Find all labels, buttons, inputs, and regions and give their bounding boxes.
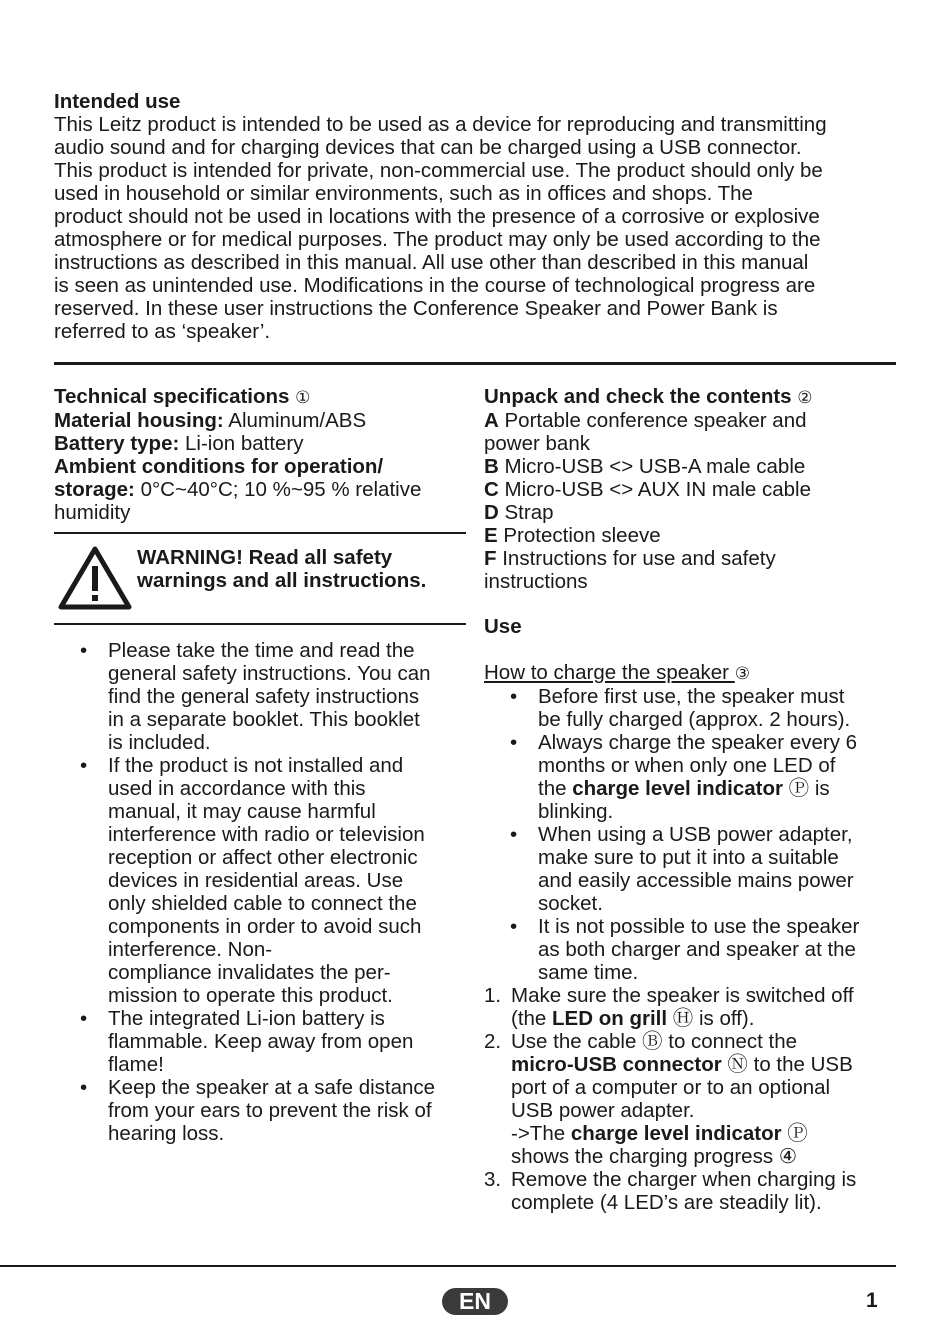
contents-item: F Instructions for use and safety (484, 547, 776, 570)
list-item: • If the product is not installed and used in accordance with this manual, it may cause harmful interference with radio or television reception or affect other electronic devices in residential areas. Use only shielded cable to connect the components in order to avoid such interference. Non- compliance invalidates the per- mission to operate this product. (54, 754, 474, 1007)
contents-item: B Micro-USB <> USB-A male cable (484, 455, 806, 478)
contents-item: D Strap (484, 501, 554, 524)
step-item: 1. Make sure the speaker is switched off (the LED on grill Ⓗ is off). (484, 984, 854, 1030)
step-item: 3. Remove the charger when charging is complete (4 LED’s are steadily lit). (484, 1168, 857, 1214)
warning-bottom-divider (54, 623, 466, 625)
ambient-row-2: storage: 0°C~40°C; 10 %~95 % relative (54, 478, 422, 501)
paragraph-line: used in household or similar environments, such as in offices and shops. The (54, 182, 753, 205)
paragraph-line: instructions as described in this manual. All use other than described in this manual (54, 251, 809, 274)
contents-item: E Protection sleeve (484, 524, 661, 547)
warning-text: WARNING! Read all safety warnings and all instructions. (137, 546, 427, 592)
list-item: • Always charge the speaker every 6 months or when only one LED of the charge level indicator Ⓟ is blinking. (484, 731, 904, 823)
safety-list (54, 639, 474, 1145)
safety-bullets (54, 639, 474, 1145)
figure-ref-1: ① (295, 388, 311, 407)
paragraph-line: product should not be used in locations with the presence of a corrosive or explosive (54, 205, 820, 228)
tech-specs-heading: Technical specifications ① (54, 385, 311, 408)
charge-heading: How to charge the speaker ③ (484, 661, 750, 684)
paragraph-line: is seen as unintended use. Modifications in the course of technological progress are (54, 274, 816, 297)
page-number: 1 (866, 1289, 878, 1312)
paragraph-line: This product is intended for private, non-commercial use. The product should only be (54, 159, 823, 182)
ambient-row-3: humidity (54, 501, 131, 524)
list-item: • Keep the speaker at a safe distance from your ears to prevent the risk of hearing loss. (54, 1076, 474, 1145)
warning-icon (58, 546, 132, 610)
contents-item: power bank (484, 432, 590, 455)
step-item: 2. Use the cable Ⓑ to connect the micro-USB connector Ⓝ to the USB port of a computer or to an optional USB power adapter. ->The charge level indicator Ⓟ shows the charging progress ④ (484, 1030, 853, 1168)
charge-bullets (484, 685, 904, 984)
use-section (484, 615, 904, 1214)
warning-block (54, 546, 474, 612)
warning-top-divider (54, 532, 466, 534)
intended-use-body (54, 113, 914, 343)
intended-use-heading: Intended use (54, 90, 181, 113)
language-badge: EN (442, 1288, 508, 1315)
paragraph-line: reserved. In these user instructions the Conference Speaker and Power Bank is (54, 297, 778, 320)
figure-ref-3: ③ (734, 664, 750, 683)
contents-item: instructions (484, 570, 588, 593)
unpack-list (484, 409, 904, 593)
list-item: • The integrated Li-ion battery is flammable. Keep away from open flame! (54, 1007, 474, 1076)
unpack-heading: Unpack and check the contents ② (484, 385, 813, 408)
charge-steps (484, 984, 904, 1214)
list-item: • Please take the time and read the general safety instructions. You can find the general safety instructions in a separate booklet. This booklet is included. (54, 639, 474, 754)
footer-divider (0, 1265, 896, 1267)
paragraph-line: atmosphere or for medical purposes. The product may only be used according to the (54, 228, 821, 251)
material-row: Material housing: Aluminum/ABS (54, 409, 367, 432)
paragraph-line: audio sound and for charging devices that can be charged using a USB connector. (54, 136, 802, 159)
unpack-section (484, 385, 904, 593)
contents-item: A Portable conference speaker and (484, 409, 807, 432)
list-item: • When using a USB power adapter, make sure to put it into a suitable and easily accessible mains power socket. (484, 823, 904, 915)
paragraph-line: This Leitz product is intended to be used as a device for reproducing and transmitting (54, 113, 827, 136)
ambient-row-1: Ambient conditions for operation/ (54, 455, 384, 478)
contents-item: C Micro-USB <> AUX IN male cable (484, 478, 811, 501)
intended-use-section (54, 90, 914, 343)
tech-specs-section (54, 385, 474, 524)
figure-ref-2: ② (797, 388, 813, 407)
list-item: • Before first use, the speaker must be fully charged (approx. 2 hours). (484, 685, 904, 731)
use-heading: Use (484, 615, 522, 638)
battery-row: Battery type: Li-ion battery (54, 432, 304, 455)
section-divider (54, 362, 896, 365)
paragraph-line: referred to as ‘speaker’. (54, 320, 271, 343)
list-item: • It is not possible to use the speaker as both charger and speaker at the same time. (484, 915, 904, 984)
